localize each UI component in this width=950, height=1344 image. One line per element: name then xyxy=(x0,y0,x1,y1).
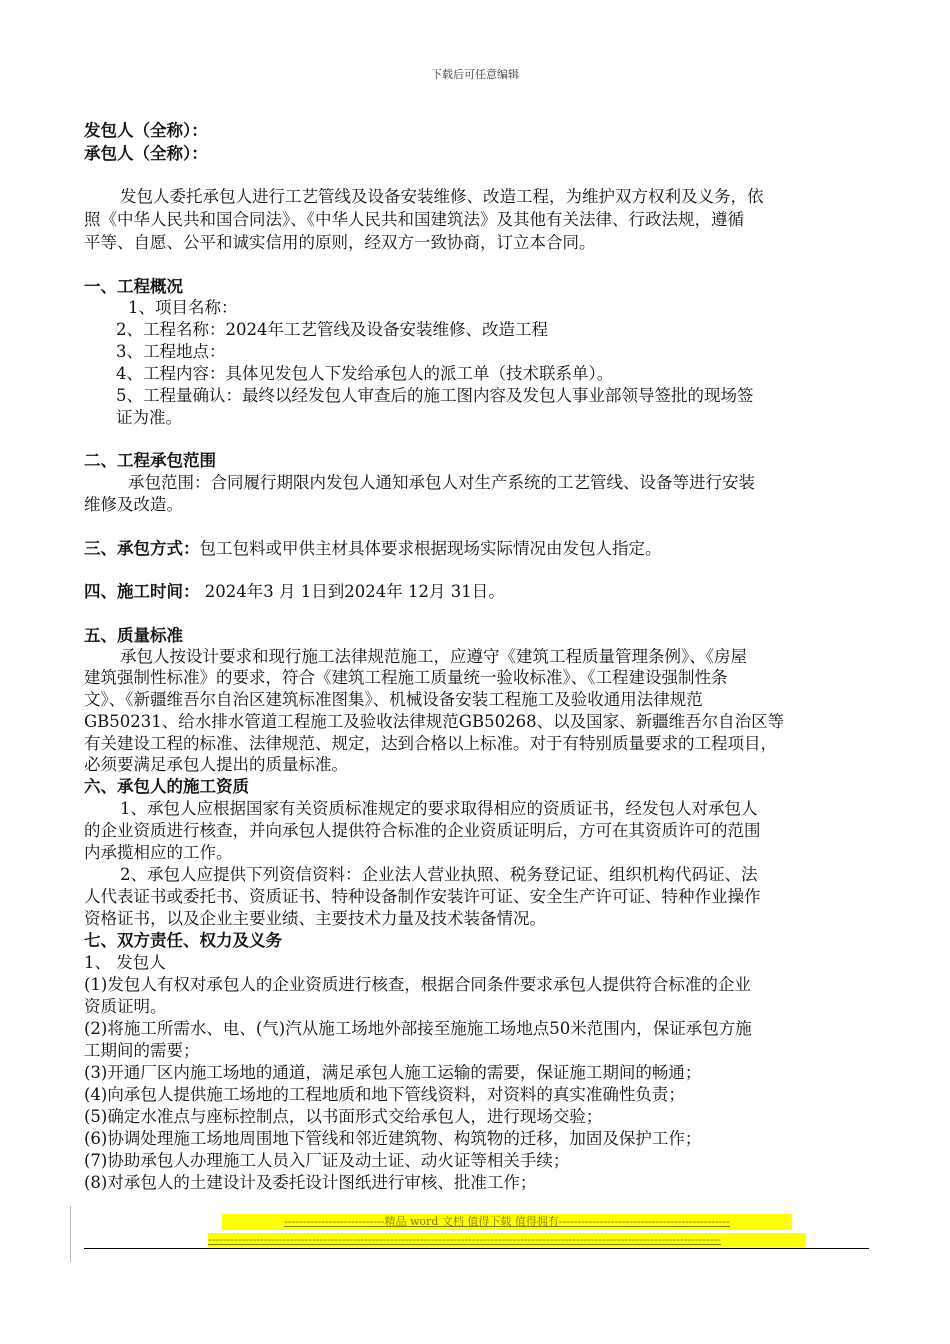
text-line: 发包人委托承包人进行工艺管线及设备安装维修、改造工程，为维护双方权利及义务，依 xyxy=(120,187,764,206)
text-line: 必须要满足承包人提出的质量标准。 xyxy=(84,755,348,774)
text-line: 1、承包人应根据国家有关资质标准规定的要求取得相应的资质证书，经发包人对承包人 xyxy=(120,799,758,818)
inline-value: 包工包料或甲供主材具体要求根据现场实际情况由发包人指定。 xyxy=(199,539,662,558)
text-line: 维修及改造。 xyxy=(84,495,183,514)
text-line: 资格证书，以及企业主要业绩、主要技术力量及技术装备情况。 xyxy=(84,909,546,928)
inline-value: 2024年3 月 1日到2024年 12月 31日。 xyxy=(199,582,505,601)
footer-rule xyxy=(84,1248,869,1249)
text-line: 1、 发包人 xyxy=(84,953,166,972)
text-line: 平等、自愿、公平和诚实信用的原则，经双方一致协商，订立本合同。 xyxy=(84,233,596,252)
text-line: (1)发包人有权对承包人的企业资质进行核查，根据合同条件要求承包人提供符合标准的企业 xyxy=(84,975,751,994)
text-line: (7)协助承包人办理施工人员入厂证及动土证、动火证等相关手续； xyxy=(84,1151,570,1170)
text-line: (3)开通厂区内施工场地的通道，满足承包人施工运输的需要，保证施工期间的畅通； xyxy=(84,1063,702,1082)
text-line: 文》、《新疆维吾尔自治区建筑标准图集》、机械设备安装工程施工及验收通用法律规范 xyxy=(84,690,703,709)
text-line: 内承揽相应的工作。 xyxy=(84,843,233,862)
text-line: 4、工程内容：具体见发包人下发给承包人的派工单（技术联系单）。 xyxy=(116,364,614,383)
text-line: (4)向承包人提供施工场地的工程地质和地下管线资料，对资料的真实准确性负责； xyxy=(84,1085,685,1104)
text-line: 承包人按设计要求和现行施工法律规范施工，应遵守《建筑工程质量管理条例》、《房屋 xyxy=(120,647,747,666)
text-line: 2、承包人应提供下列资信资料：企业法人营业执照、税务登记证、组织机构代码证、法 xyxy=(120,865,758,884)
inline-label: 三、承包方式： xyxy=(84,539,200,558)
page-header: 下载后可任意编辑 xyxy=(431,68,519,81)
text-line: (8)对承包人的土建设计及委托设计图纸进行审核、批准工作； xyxy=(84,1173,537,1192)
inline-label: 四、施工时间： xyxy=(84,582,200,601)
text-line: 承包范围：合同履行期限内发包人通知承包人对生产系统的工艺管线、设备等进行安装 xyxy=(128,473,755,492)
footer-banner: ---------------------------精品 word 文档 值得下载 值得拥有---------------------------------------------- xyxy=(222,1214,792,1230)
section-heading: 五、质量标准 xyxy=(84,626,183,645)
section-heading: 六、承包人的施工资质 xyxy=(84,777,249,796)
text-line: 照《中华人民共和国合同法》、《中华人民共和国建筑法》及其他有关法律、行政法规，遵循 xyxy=(84,210,744,229)
text-line: 有关建设工程的标准、法律规范、规定，达到合格以上标准。对于有特别质量要求的工程项目， xyxy=(84,734,777,753)
text-line: 资质证明。 xyxy=(84,997,167,1016)
text-line: 工期间的需要； xyxy=(84,1041,200,1060)
section-heading: 发包人（全称）： xyxy=(84,121,208,140)
text-line: 的企业资质进行核查，并向承包人提供符合标准的企业资质证明后，方可在其资质许可的范围 xyxy=(84,821,761,840)
section-heading: 二、工程承包范围 xyxy=(84,451,216,470)
text-line: 证为准。 xyxy=(116,408,182,427)
text-line: (2)将施工所需水、电、(气)汽从施工场地外部接至施施工场地点50米范围内，保证承包方施 xyxy=(84,1019,752,1038)
text-line: (5)确定水准点与座标控制点，以书面形式交给承包人，进行现场交验； xyxy=(84,1107,603,1126)
text-line: (6)协调处理施工场地周围地下管线和邻近建筑物、构筑物的迁移，加固及保护工作； xyxy=(84,1129,702,1148)
text-line: 人代表证书或委托书、资质证书、特种设备制作安装许可证、安全生产许可证、特种作业操作 xyxy=(84,887,761,906)
text-line: 建筑强制性标准》的要求，符合《建筑工程施工质量统一验收标准》、《工程建设强制性条 xyxy=(84,668,728,687)
text-line: 3、工程地点： xyxy=(116,342,226,361)
section-heading: 一、工程概况 xyxy=(84,277,183,296)
footer-dashes: ------------------------------------------------------------------------------------------------------------------------------------------ xyxy=(208,1233,806,1247)
text-line: 1、项目名称： xyxy=(128,298,238,317)
margin-bar xyxy=(70,1206,71,1262)
text-line: 5、工程量确认：最终以经发包人审查后的施工图内容及发包人事业部领导签批的现场签 xyxy=(116,386,754,405)
section-heading: 七、双方责任、权力及义务 xyxy=(84,931,282,950)
text-line: 2、工程名称：2024年工艺管线及设备安装维修、改造工程 xyxy=(116,320,548,339)
text-line xyxy=(84,581,505,603)
text-line: GB50231、给水排水管道工程施工及验收法律规范GB50268、以及国家、新疆维吾尔自治区等 xyxy=(84,712,785,731)
text-line xyxy=(84,538,662,560)
section-heading: 承包人（全称）： xyxy=(84,144,208,163)
